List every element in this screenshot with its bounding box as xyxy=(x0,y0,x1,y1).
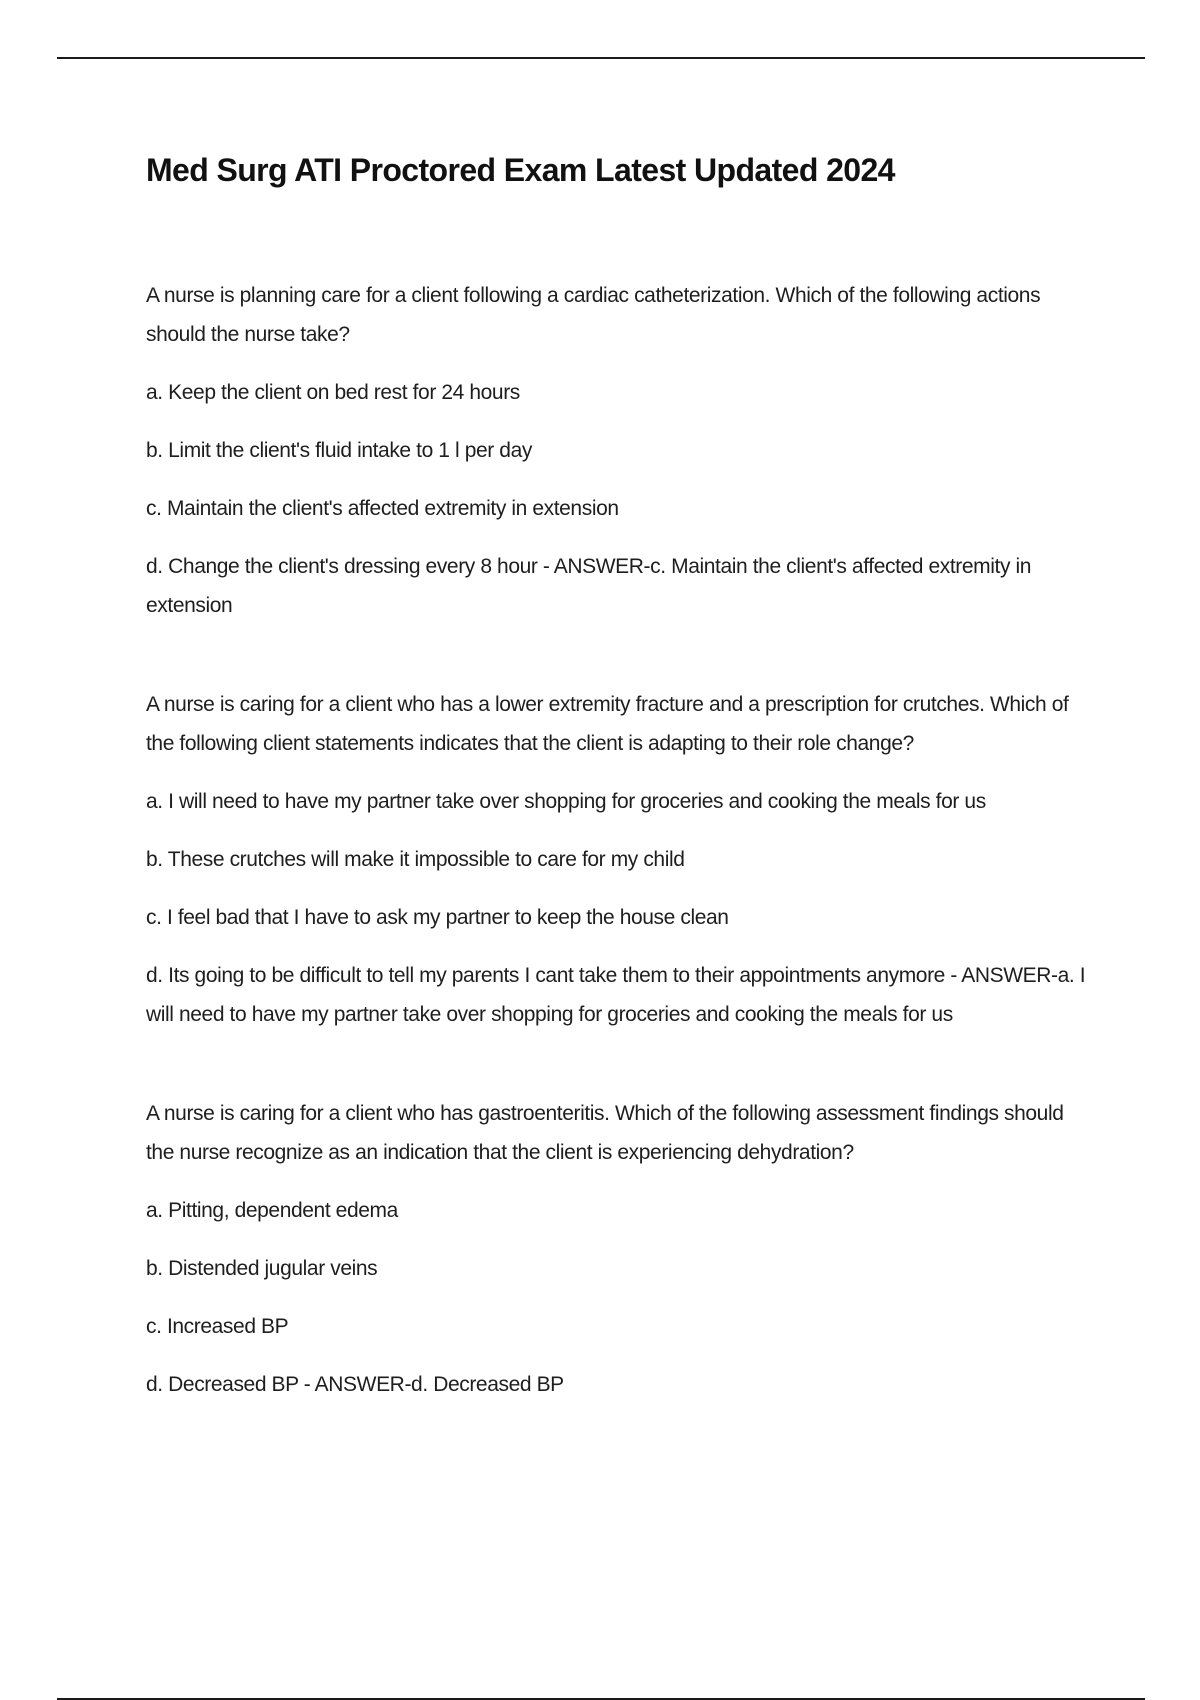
document-body xyxy=(146,146,1096,1464)
answer-option-c: c. Maintain the client's affected extremity in extension xyxy=(146,497,619,520)
answer-option-d: d. Its going to be difficult to tell my parents I cant take them to their appointments anymore - ANSWER-a. I will need to have my partner take over shopping for groceries and cooking the meals for us xyxy=(146,964,1086,1026)
question-2 xyxy=(146,685,1096,1034)
top-divider xyxy=(57,57,1145,59)
answer-option-d: d. Change the client's dressing every 8 hour - ANSWER-c. Maintain the client's affected extremity in extension xyxy=(146,555,1032,617)
question-stem: A nurse is caring for a client who has gastroenteritis. Which of the following assessment findings should the nurse recognize as an indication that the client is experiencing dehydration? xyxy=(146,1102,1064,1164)
answer-option-b: b. These crutches will make it impossible to care for my child xyxy=(146,848,685,871)
question-stem: A nurse is caring for a client who has a lower extremity fracture and a prescription for crutches. Which of the following client statements indicates that the client is adapting to their role change? xyxy=(146,693,1069,755)
answer-option-c: c. I feel bad that I have to ask my partner to keep the house clean xyxy=(146,906,729,929)
answer-option-b: b. Distended jugular veins xyxy=(146,1257,378,1280)
answer-option-a: a. Pitting, dependent edema xyxy=(146,1199,398,1222)
document-title: Med Surg ATI Proctored Exam Latest Updated 2024 xyxy=(146,152,895,188)
question-3 xyxy=(146,1094,1096,1404)
question-1 xyxy=(146,276,1096,625)
answer-option-a: a. I will need to have my partner take over shopping for groceries and cooking the meals for us xyxy=(146,790,986,813)
question-stem: A nurse is planning care for a client following a cardiac catheterization. Which of the following actions should the nurse take? xyxy=(146,284,1041,346)
answer-option-c: c. Increased BP xyxy=(146,1315,289,1338)
answer-option-d: d. Decreased BP - ANSWER-d. Decreased BP xyxy=(146,1373,564,1396)
answer-option-a: a. Keep the client on bed rest for 24 hours xyxy=(146,381,520,404)
answer-option-b: b. Limit the client's fluid intake to 1 l per day xyxy=(146,439,532,462)
